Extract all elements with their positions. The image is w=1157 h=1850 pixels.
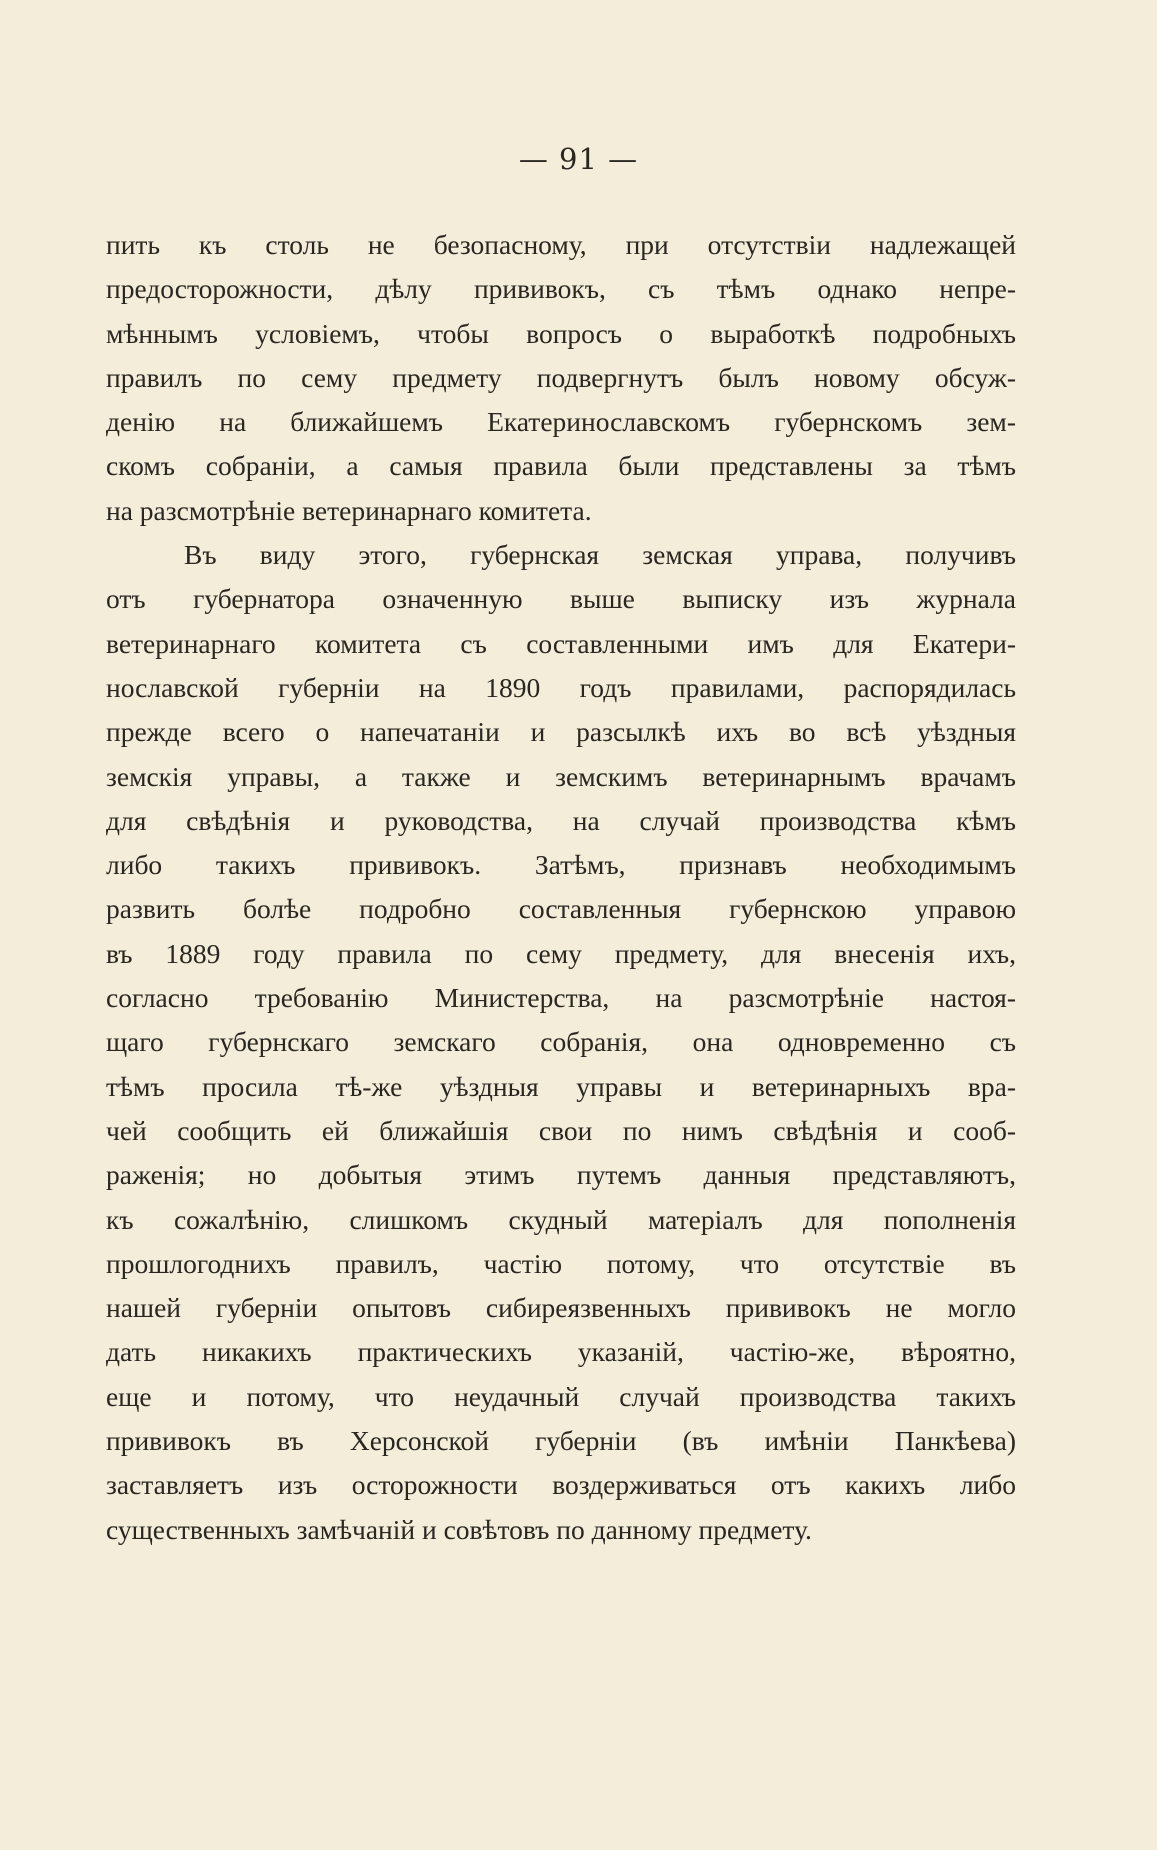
text-line: Въ виду этого, губернская земская управа, получивъ <box>184 539 1016 571</box>
text-line: мѣннымъ условіемъ, чтобы вопросъ о выработкѣ подробныхъ <box>106 317 1016 349</box>
text-line: еще и потому, что неудачный случай производства такихъ <box>106 1380 1016 1412</box>
text-line: земскія управы, а также и земскимъ ветеринарнымъ врачамъ <box>106 760 1016 792</box>
text-line: прежде всего о напечатаніи и разсылкѣ ихъ во всѣ уѣздныя <box>106 716 1016 748</box>
text-line: развить болѣе подробно составленныя губернскою управою <box>106 893 1016 925</box>
text-line: пить къ столь не безопасному, при отсутствіи надлежащей <box>106 229 1016 260</box>
text-line: къ сожалѣнію, слишкомъ скудный матеріалъ для пополненія <box>106 1203 1016 1235</box>
text-line: денію на ближайшемъ Екатеринославскомъ губернскомъ зем- <box>106 406 1016 438</box>
text-line: существенныхъ замѣчаній и совѣтовъ по данному предмету. <box>106 1513 812 1545</box>
text-line: прививокъ въ Херсонской губерніи (въ имѣніи Панкѣева) <box>106 1425 1016 1457</box>
text-line: въ 1889 году правила по сему предмету, для внесенія ихъ, <box>106 937 1016 969</box>
text-line: щаго губернскаго земскаго собранія, она одновременно съ <box>106 1026 1016 1058</box>
text-line: на разсмотрѣніе ветеринарнаго комитета. <box>106 494 592 526</box>
text-line: тѣмъ просила тѣ-же уѣздныя управы и ветеринарныхъ вра- <box>106 1070 1016 1102</box>
text-line: раженія; но добытыя этимъ путемъ данныя представляютъ, <box>106 1159 1016 1191</box>
text-line: предосторожности, дѣлу прививокъ, съ тѣмъ однако непре- <box>106 273 1016 305</box>
text-line: согласно требованію Министерства, на разсмотрѣніе настоя- <box>106 982 1016 1014</box>
text-line: заставляетъ изъ осторожности воздерживаться отъ какихъ либо <box>106 1469 1016 1501</box>
text-line: для свѣдѣнія и руководства, на случай производства кѣмъ <box>106 804 1016 836</box>
text-line: чей сообщить ей ближайшія свои по нимъ свѣдѣнія и сооб- <box>106 1114 1016 1146</box>
body-text <box>106 223 1016 1552</box>
text-line: дать никакихъ практическихъ указаній, частію-же, вѣроятно, <box>106 1336 1016 1368</box>
text-line: либо такихъ прививокъ. Затѣмъ, признавъ необходимымъ <box>106 849 1016 881</box>
text-line: правилъ по сему предмету подвергнутъ былъ новому обсуж- <box>106 361 1016 393</box>
text-line: ветеринарнаго комитета съ составленными имъ для Екатери- <box>106 627 1016 659</box>
text-line: отъ губернатора означенную выше выписку изъ журнала <box>106 583 1016 615</box>
text-line: прошлогоднихъ правилъ, частію потому, что отсутствіе въ <box>106 1247 1016 1279</box>
text-line: скомъ собраніи, а самыя правила были представлены за тѣмъ <box>106 450 1016 482</box>
page-number: — 91 — <box>518 142 639 176</box>
text-line: нославской губерніи на 1890 годъ правилами, распорядилась <box>106 671 1016 703</box>
text-line: нашей губерніи опытовъ сибиреязвенныхъ прививокъ не могло <box>106 1292 1016 1324</box>
